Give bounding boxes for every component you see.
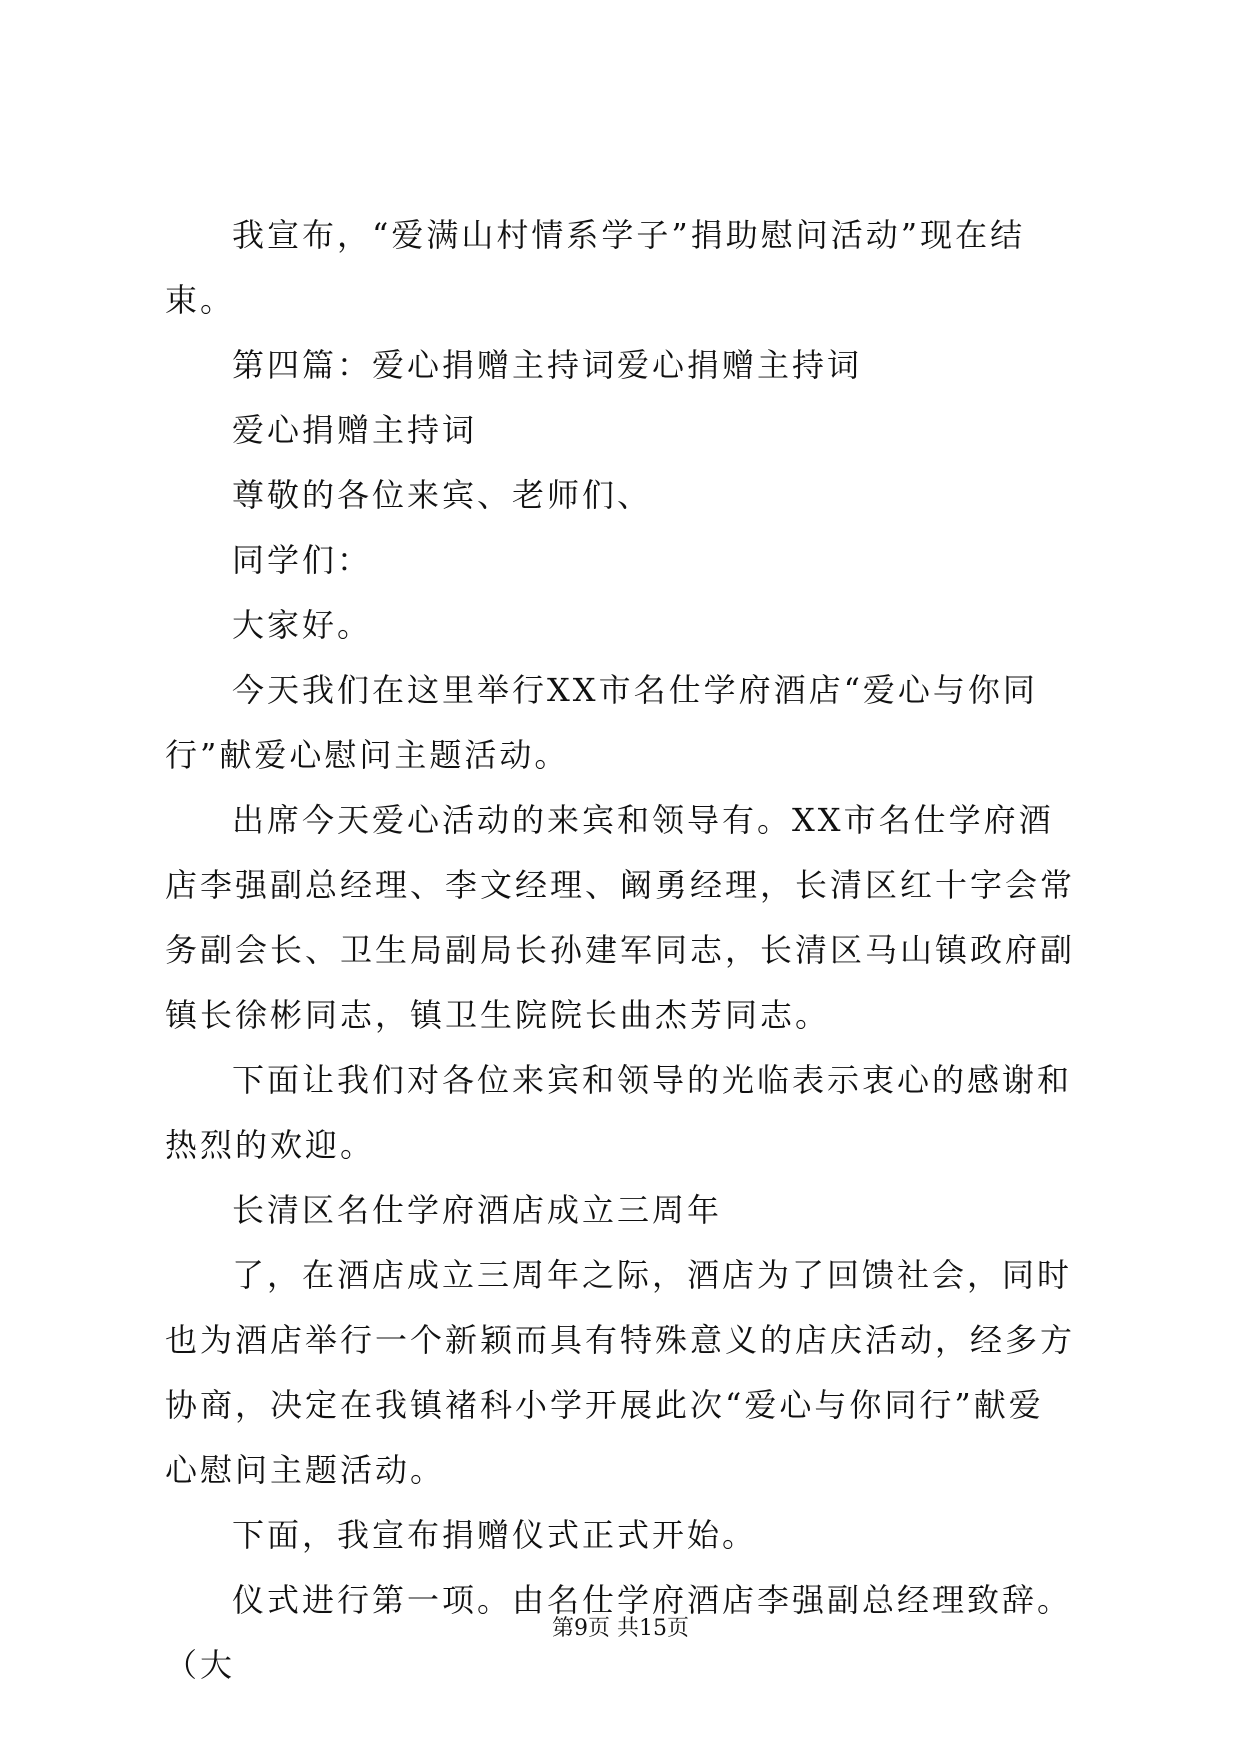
paragraph-greeting-students: 同学们： — [232, 541, 373, 579]
paragraph-closing-announcement: 我宣布，“爱满山村情系学子”捐助慰问活动”现在结束。 — [165, 216, 1026, 319]
paragraph-hello: 大家好。 — [232, 606, 373, 644]
paragraph-event-intro: 今天我们在这里举行XX市名仕学府酒店“爱心与你同行”献爱心慰问主题活动。 — [165, 671, 1038, 774]
paragraph-attendees: 出席今天爱心活动的来宾和领导有。XX市名仕学府酒店李强副总经理、李文经理、阚勇经理，长清区红十字会常务副会长、卫生局副局长孙建军同志，长清区马山镇政府副镇长徐彬同志，镇卫生院院长曲杰芳同志。 — [165, 801, 1076, 1034]
paragraph-ceremony-start: 下面，我宣布捐赠仪式正式开始。 — [232, 1516, 758, 1554]
paragraph-background: 了，在酒店成立三周年之际，酒店为了回馈社会，同时也为酒店举行一个新颖而具有特殊意义的店庆活动，经多方协商，决定在我镇褚科小学开展此次“爱心与你同行”献爱心慰问主题活动。 — [165, 1256, 1076, 1489]
paragraph-anniversary: 长清区名仕学府酒店成立三周年 — [232, 1191, 723, 1229]
paragraph-welcome: 下面让我们对各位来宾和领导的光临表示衷心的感谢和热烈的欢迎。 — [165, 1061, 1073, 1164]
paragraph-title: 爱心捐赠主持词 — [232, 411, 478, 449]
paragraph-section-heading: 第四篇：爱心捐赠主持词爱心捐赠主持词 — [232, 346, 863, 384]
page-number-footer: 第9页 共15页 — [552, 1616, 689, 1641]
document-body — [165, 203, 1077, 1698]
paragraph-greeting-guests: 尊敬的各位来宾、老师们、 — [232, 476, 653, 514]
paragraph-first-item: 仪式进行第一项。由名仕学府酒店李强副总经理致辞。（大 — [165, 1581, 1073, 1684]
